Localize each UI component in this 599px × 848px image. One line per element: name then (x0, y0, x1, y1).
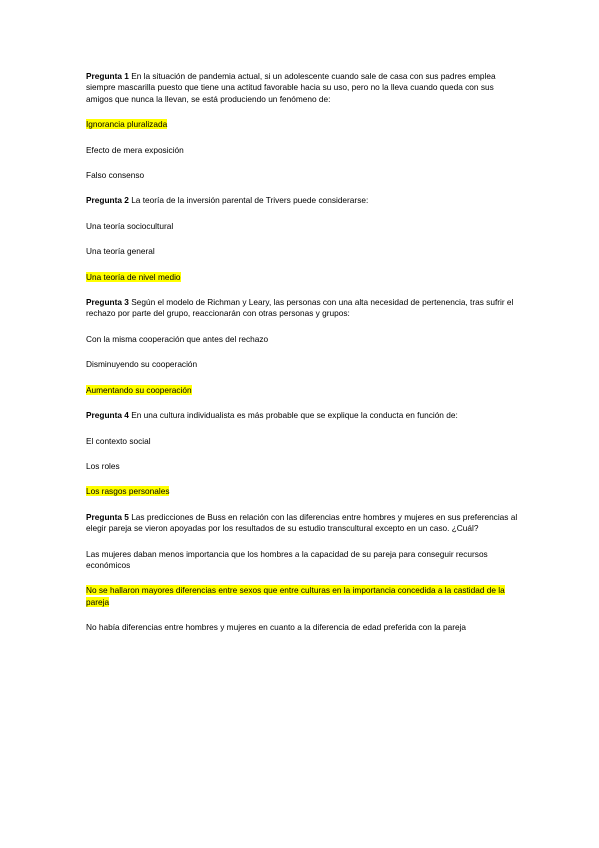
question-3-option-1-text: Con la misma cooperación que antes del rechazo (86, 333, 269, 344)
question-3 (86, 297, 518, 320)
question-1-option-2 (86, 145, 518, 156)
question-3-option-2 (86, 359, 518, 370)
question-1-text: En la situación de pandemia actual, si un adolescente cuando sale de casa con sus padres emplea siempre mascarilla puesto que tiene una actitud favorable hacia su uso, pero no la lleva cuando queda con sus amigos que nunca la llevan, se está produciendo un fenómeno de: (86, 71, 496, 104)
question-4-option-1 (86, 436, 518, 447)
question-4-option-3-text: Los rasgos personales (86, 486, 170, 497)
question-1-option-3 (86, 170, 518, 181)
question-5-option-1 (86, 549, 518, 572)
question-3-option-3 (86, 385, 518, 396)
question-3-label: Pregunta 3 (86, 297, 129, 308)
question-1-option-2-text: Efecto de mera exposición (86, 144, 184, 155)
question-5-text: Las predicciones de Buss en relación con las diferencias entre hombres y mujeres en sus preferencias al elegir pareja se vieron apoyadas por los resultados de su estudio transcultural excepto en un caso. ¿Cuál? (86, 511, 518, 534)
question-3-text: Según el modelo de Richman y Leary, las personas con una alta necesidad de pertenencia, tras sufrir el rechazo por parte del grupo, reaccionarán con otras personas y grupos: (86, 297, 514, 319)
question-4 (86, 410, 518, 421)
question-2-text: La teoría de la inversión parental de Trivers puede considerarse: (128, 195, 369, 206)
question-3-option-2-text: Disminuyendo su cooperación (86, 359, 198, 370)
question-1 (86, 71, 518, 105)
question-5-option-2-text: No se hallaron mayores diferencias entre sexos que entre culturas en la importancia concedida a la castidad de la pareja (86, 585, 505, 607)
question-3-option-1 (86, 334, 518, 345)
question-4-text: En una cultura individualista es más probable que se explique la conducta en función de: (128, 410, 458, 421)
document-content (86, 71, 518, 648)
question-5-option-2 (86, 585, 518, 608)
question-1-label: Pregunta 1 (86, 71, 129, 81)
question-2-option-1 (86, 221, 518, 232)
question-2-label: Pregunta 2 (86, 195, 129, 206)
question-2-option-3-text: Una teoría de nivel medio (86, 271, 181, 282)
question-1-option-1-text: Ignorancia pluralizada (86, 119, 168, 130)
question-4-option-1-text: El contexto social (86, 435, 151, 446)
question-2 (86, 195, 518, 206)
question-1-option-1 (86, 119, 518, 130)
question-5-label: Pregunta 5 (86, 511, 129, 522)
question-5 (86, 512, 518, 535)
question-3-option-3-text: Aumentando su cooperación (86, 384, 192, 395)
question-2-option-3 (86, 272, 518, 283)
question-4-label: Pregunta 4 (86, 410, 129, 421)
question-4-option-2 (86, 461, 518, 472)
question-2-option-2-text: Una teoría general (86, 246, 155, 257)
question-1-option-3-text: Falso consenso (86, 170, 145, 181)
question-2-option-2 (86, 246, 518, 257)
question-5-option-3-text: No había diferencias entre hombres y mujeres en cuanto a la diferencia de edad preferida con la pareja (86, 622, 467, 633)
question-4-option-2-text: Los roles (86, 460, 120, 471)
question-5-option-3 (86, 622, 518, 633)
question-2-option-1-text: Una teoría sociocultural (86, 220, 174, 231)
question-5-option-1-text: Las mujeres daban menos importancia que los hombres a la capacidad de su pareja para conseguir recursos económicos (86, 548, 488, 570)
question-4-option-3 (86, 486, 518, 497)
